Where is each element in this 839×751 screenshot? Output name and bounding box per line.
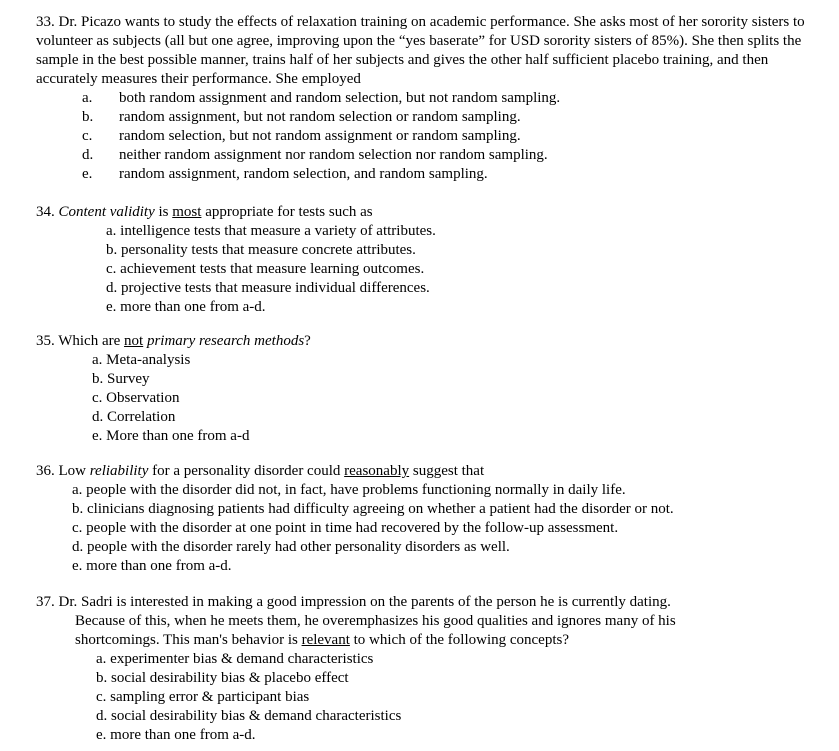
question-35-stem: 35. Which are not primary research methods?	[36, 333, 311, 349]
question-37-stem: 37. Dr. Sadri is interested in making a good impression on the parents of the person he is currently dating. Because of this, when he meets them, he overemphasizes his good qualities and ignores many of his shortcomings. This man's behavior is relevant to which of the following concepts?	[36, 594, 676, 648]
question-34-stem: 34. Content validity is most appropriate for tests such as	[36, 204, 373, 220]
option-37-d: d. social desirability bias & demand characteristics	[96, 708, 402, 724]
question-36-stem: 36. Low reliability for a personality disorder could reasonably suggest that	[36, 463, 485, 479]
option-37-e: e. more than one from a-d.	[96, 727, 256, 743]
question-35	[36, 332, 816, 446]
option-34-b: b. personality tests that measure concrete attributes.	[106, 242, 416, 258]
question-33	[36, 13, 816, 184]
question-37	[36, 593, 816, 745]
option-35-e: e. More than one from a-d	[92, 428, 250, 444]
question-37-options	[36, 650, 816, 745]
option-34-d: d. projective tests that measure individual differences.	[106, 280, 430, 296]
option-33-c: c. random selection, but not random assignment or random sampling.	[82, 128, 521, 144]
option-35-c: c. Observation	[92, 390, 180, 406]
option-33-b: b. random assignment, but not random selection or random sampling.	[82, 109, 521, 125]
option-33-a: a. both random assignment and random selection, but not random sampling.	[82, 90, 561, 106]
option-34-e: e. more than one from a-d.	[106, 299, 266, 315]
emphasis-most: most	[172, 204, 202, 220]
option-33-d: d. neither random assignment nor random selection nor random sampling.	[82, 147, 548, 163]
question-33-options	[36, 89, 816, 184]
question-34	[36, 203, 816, 317]
question-36-options	[36, 481, 816, 576]
option-35-a: a. Meta-analysis	[92, 352, 191, 368]
question-35-options	[36, 351, 816, 446]
option-36-a: a. people with the disorder did not, in fact, have problems functioning normally in daily life.	[72, 482, 626, 498]
option-33-e: e. random assignment, random selection, and random sampling.	[82, 166, 488, 182]
emphasis-relevant: relevant	[301, 632, 350, 648]
option-35-d: d. Correlation	[92, 409, 176, 425]
question-33-stem: 33. Dr. Picazo wants to study the effects of relaxation training on academic performance. She asks most of her sorority sisters to volunteer as subjects (all but one agree, improving upon the “yes baserate” for USD sorority sisters of 85%). She then splits the sample in the best possible manner, trains half of her subjects and gives the other half sufficient placebo training, and then accurately measures their performance. She employed	[36, 14, 805, 87]
term-content-validity: Content validity	[58, 204, 155, 220]
term-primary-research-methods: primary research methods	[146, 333, 305, 349]
question-36	[36, 462, 816, 576]
option-36-e: e. more than one from a-d.	[72, 558, 232, 574]
option-36-c: c. people with the disorder at one point in time had recovered by the follow-up assessment.	[72, 520, 619, 536]
option-36-b: b. clinicians diagnosing patients had difficulty agreeing on whether a patient had the disorder or not.	[72, 501, 674, 517]
question-34-options	[36, 222, 816, 317]
option-37-a: a. experimenter bias & demand characteristics	[96, 651, 374, 667]
emphasis-reasonably: reasonably	[344, 463, 410, 479]
option-37-c: c. sampling error & participant bias	[96, 689, 310, 705]
option-34-c: c. achievement tests that measure learning outcomes.	[106, 261, 425, 277]
option-34-a: a. intelligence tests that measure a variety of attributes.	[106, 223, 436, 239]
option-36-d: d. people with the disorder rarely had other personality disorders as well.	[72, 539, 510, 555]
term-reliability: reliability	[89, 463, 149, 479]
emphasis-not: not	[124, 333, 144, 349]
option-35-b: b. Survey	[92, 371, 150, 387]
option-37-b: b. social desirability bias & placebo effect	[96, 670, 349, 686]
